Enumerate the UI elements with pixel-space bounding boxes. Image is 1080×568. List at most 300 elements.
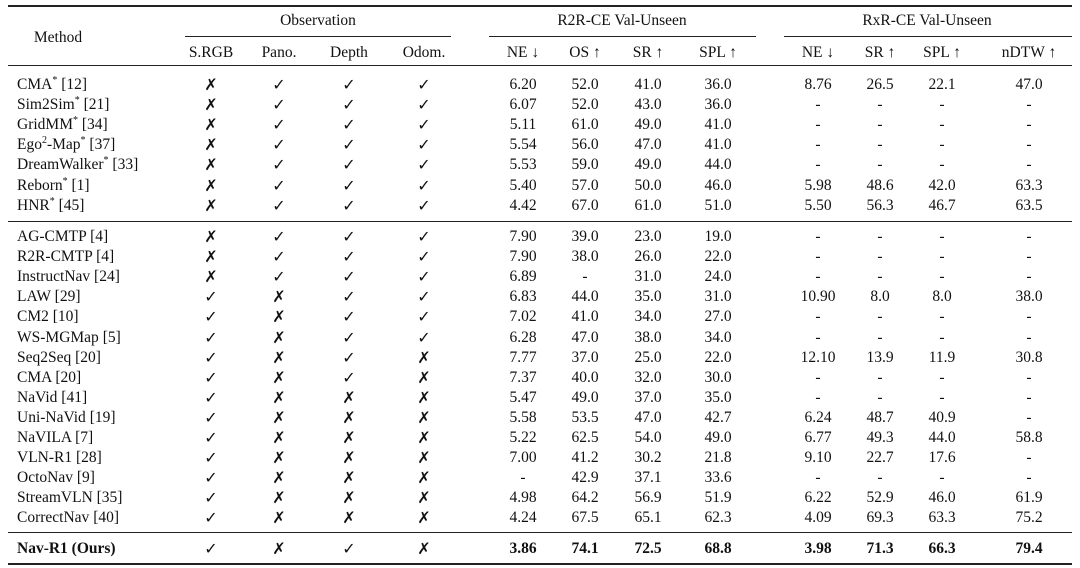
metric-value: - — [815, 308, 821, 326]
check-icon: ✓ — [417, 267, 431, 287]
method-name — [17, 135, 115, 155]
method-label: Ego — [17, 136, 42, 154]
metric-value: 31.0 — [704, 288, 732, 306]
cross-icon: ✗ — [417, 387, 431, 407]
check-icon: ✓ — [417, 115, 431, 135]
metric-value: 6.28 — [509, 328, 537, 346]
metric-value: 43.0 — [634, 96, 662, 114]
metric-value: 7.37 — [509, 368, 537, 386]
method-name — [17, 307, 79, 327]
metric-value: 42.9 — [571, 469, 599, 487]
citation: [7] — [71, 429, 94, 446]
method-name — [17, 428, 93, 448]
citation: [41] — [57, 388, 88, 406]
metric-value: 48.6 — [866, 176, 894, 194]
method-name — [17, 247, 114, 267]
metric-value: - — [815, 136, 821, 154]
method-label-suffix: -Map — [46, 136, 81, 154]
metric-value: 69.3 — [866, 509, 894, 527]
metric-value: - — [815, 116, 821, 134]
metric-value: 52.9 — [866, 489, 894, 507]
bottom-rule — [8, 563, 1072, 565]
metric-value: - — [877, 116, 883, 134]
metric-value: 4.09 — [804, 509, 832, 527]
metric-value: - — [939, 248, 945, 266]
metric-value: 3.98 — [804, 540, 832, 557]
cross-icon: ✗ — [342, 488, 356, 508]
method-name — [17, 287, 80, 307]
cross-icon: ✗ — [342, 468, 356, 488]
citation: [45] — [54, 196, 85, 214]
metric-value: - — [877, 328, 883, 346]
metric-value: 17.6 — [928, 449, 956, 467]
metric-value: 7.02 — [509, 308, 537, 326]
metric-value: - — [815, 96, 821, 114]
cross-icon: ✗ — [204, 267, 218, 287]
metric-value: - — [815, 248, 821, 266]
check-icon: ✓ — [342, 247, 356, 267]
metric-value: - — [939, 96, 945, 114]
column-header: OS ↑ — [569, 44, 601, 61]
metric-value: 67.0 — [571, 196, 599, 214]
metric-value: - — [939, 308, 945, 326]
metric-value: 65.1 — [634, 509, 662, 527]
observation-underline — [185, 36, 451, 37]
metric-value: 39.0 — [571, 228, 599, 245]
cross-icon: ✗ — [272, 508, 286, 528]
method-label: InstructNav — [17, 268, 91, 286]
metric-value: 26.0 — [634, 248, 662, 266]
metric-value: 30.8 — [1015, 348, 1043, 366]
check-icon: ✓ — [272, 135, 286, 155]
metric-value: - — [939, 228, 945, 245]
metric-value: 6.24 — [804, 408, 832, 426]
metric-value: 7.90 — [509, 228, 537, 245]
metric-value: 6.89 — [509, 268, 537, 286]
column-header: Odom. — [402, 44, 446, 61]
metric-value: - — [1026, 156, 1032, 174]
method-label: WS-MGMap — [17, 328, 99, 346]
metric-value: - — [939, 268, 945, 286]
r2r-group-header: R2R-CE Val-Unseen — [557, 12, 687, 29]
check-icon: ✓ — [204, 428, 218, 447]
metric-value: 47.0 — [634, 136, 662, 154]
metric-value: 24.0 — [704, 268, 732, 286]
metric-value: 5.54 — [509, 136, 537, 154]
column-header: S.RGB — [188, 44, 234, 61]
asterisk: * — [103, 155, 109, 167]
metric-value: 35.0 — [634, 288, 662, 306]
metric-value: - — [877, 368, 883, 386]
metric-value: 6.07 — [509, 96, 537, 114]
citation: [1] — [67, 176, 90, 194]
method-header: Method — [33, 29, 83, 46]
metric-value: 25.0 — [634, 348, 662, 366]
metric-value: 38.0 — [571, 248, 599, 266]
metric-value: 31.0 — [634, 268, 662, 286]
cross-icon: ✗ — [342, 407, 356, 427]
metric-value: 41.2 — [571, 449, 599, 467]
method-name — [17, 155, 138, 175]
check-icon: ✓ — [204, 307, 218, 327]
cross-icon: ✗ — [272, 347, 286, 367]
check-icon: ✓ — [417, 75, 431, 94]
cross-icon: ✗ — [417, 407, 431, 427]
metric-value: 49.3 — [866, 429, 894, 446]
metric-value: 41.0 — [634, 76, 662, 93]
method-label: DreamWalker — [17, 156, 104, 174]
cross-icon: ✗ — [342, 387, 356, 407]
metric-value: 49.0 — [704, 429, 732, 446]
metric-value: 44.0 — [928, 429, 956, 446]
metric-value: 33.6 — [704, 469, 732, 487]
method-name — [17, 388, 87, 408]
check-icon: ✓ — [342, 175, 356, 195]
metric-value: - — [877, 388, 883, 406]
check-icon: ✓ — [342, 307, 356, 327]
observation-group-header: Observation — [280, 12, 356, 29]
metric-value: - — [1026, 368, 1032, 386]
metric-value: 41.0 — [704, 136, 732, 154]
metric-value: 6.83 — [509, 288, 537, 306]
metric-value: - — [877, 248, 883, 266]
metric-value: 7.77 — [509, 348, 537, 366]
check-icon: ✓ — [204, 407, 218, 427]
check-icon: ✓ — [417, 327, 431, 347]
check-icon: ✓ — [204, 367, 218, 387]
check-icon: ✓ — [272, 195, 286, 215]
check-icon: ✓ — [204, 468, 218, 488]
method-label: NaVid — [17, 388, 58, 406]
metric-value: - — [877, 156, 883, 174]
check-icon: ✓ — [342, 75, 356, 94]
metric-value: 38.0 — [1015, 288, 1043, 306]
metric-value: - — [1026, 469, 1032, 487]
cross-icon: ✗ — [204, 115, 218, 135]
method-name — [17, 328, 121, 348]
metric-value: 54.0 — [634, 429, 662, 446]
cross-icon: ✗ — [417, 488, 431, 508]
citation: [40] — [89, 509, 120, 527]
check-icon: ✓ — [342, 327, 356, 347]
metric-value: 5.58 — [509, 408, 537, 426]
cross-icon: ✗ — [204, 227, 218, 246]
asterisk: * — [74, 94, 80, 106]
metric-value: 44.0 — [571, 288, 599, 306]
metric-value: 5.53 — [509, 156, 537, 174]
metric-value: 35.0 — [704, 388, 732, 406]
metric-value: 32.0 — [634, 368, 662, 386]
metric-value: 72.5 — [634, 540, 662, 557]
method-name — [17, 227, 108, 247]
check-icon: ✓ — [272, 155, 286, 175]
method-label: Uni-NaVid — [17, 408, 86, 426]
metric-value: 7.00 — [509, 449, 537, 467]
cross-icon: ✗ — [417, 367, 431, 387]
metric-value: - — [1026, 388, 1032, 406]
check-icon: ✓ — [417, 247, 431, 267]
metric-value: 56.3 — [866, 196, 894, 214]
check-icon: ✓ — [417, 155, 431, 175]
method-name — [17, 75, 87, 95]
asterisk: * — [49, 195, 55, 207]
metric-value: 37.0 — [634, 388, 662, 406]
method-name — [17, 539, 116, 559]
method-label: Reborn — [17, 176, 63, 194]
asterisk: * — [62, 175, 68, 187]
check-icon: ✓ — [342, 367, 356, 387]
metric-value: 5.98 — [804, 176, 832, 194]
column-header: NE ↓ — [506, 44, 540, 61]
cross-icon: ✗ — [417, 347, 431, 367]
method-name — [17, 348, 101, 368]
metric-value: 61.9 — [1015, 489, 1043, 507]
cross-icon: ✗ — [204, 247, 218, 267]
method-label: CMA — [17, 76, 53, 93]
group-separator-rule — [8, 532, 1072, 533]
metric-value: 58.8 — [1015, 429, 1043, 446]
metric-value: 40.9 — [928, 408, 956, 426]
check-icon: ✓ — [417, 287, 431, 307]
metric-value: 13.9 — [866, 348, 894, 366]
metric-value: 51.9 — [704, 489, 732, 507]
asterisk: * — [80, 135, 86, 147]
check-icon: ✓ — [272, 95, 286, 115]
cross-icon: ✗ — [204, 135, 218, 155]
cross-icon: ✗ — [204, 75, 218, 94]
metric-value: 7.90 — [509, 248, 537, 266]
metric-value: - — [1026, 408, 1032, 426]
method-label: GridMM — [17, 116, 73, 134]
metric-value: 47.0 — [634, 408, 662, 426]
metric-value: - — [939, 469, 945, 487]
metric-value: 9.10 — [804, 449, 832, 467]
check-icon: ✓ — [272, 175, 286, 195]
citation: [20] — [71, 348, 101, 366]
citation: [33] — [108, 156, 139, 174]
method-label: HNR — [17, 196, 50, 214]
check-icon: ✓ — [417, 227, 431, 246]
check-icon: ✓ — [204, 287, 218, 307]
check-icon: ✓ — [272, 247, 286, 267]
check-icon: ✓ — [417, 195, 431, 215]
citation: [5] — [98, 328, 121, 346]
metric-value: 52.0 — [571, 96, 599, 114]
metric-value: 41.0 — [704, 116, 732, 134]
metric-value: - — [582, 268, 588, 286]
metric-value: 50.0 — [634, 176, 662, 194]
metric-value: 42.0 — [928, 176, 956, 194]
cross-icon: ✗ — [272, 307, 286, 327]
metric-value: 66.3 — [928, 540, 956, 557]
top-rule — [8, 5, 1072, 7]
column-header: SR ↑ — [864, 44, 896, 61]
metric-value: 63.3 — [1015, 176, 1043, 194]
column-header: SPL ↑ — [699, 44, 737, 61]
metric-value: 40.0 — [571, 368, 599, 386]
metric-value: 67.5 — [571, 509, 599, 527]
metric-value: - — [815, 469, 821, 487]
citation: [9] — [72, 469, 95, 487]
cross-icon: ✗ — [417, 468, 431, 488]
metric-value: 21.8 — [704, 449, 732, 467]
metric-value: - — [1026, 248, 1032, 266]
method-name — [17, 176, 90, 196]
metric-value: 22.7 — [866, 449, 894, 467]
metric-value: 46.0 — [704, 176, 732, 194]
metric-value: 62.3 — [704, 509, 732, 527]
cross-icon: ✗ — [204, 195, 218, 215]
metric-value: 6.77 — [804, 429, 832, 446]
metric-value: - — [1026, 449, 1032, 467]
cross-icon: ✗ — [417, 448, 431, 468]
metric-value: - — [877, 469, 883, 487]
metric-value: 8.0 — [932, 288, 952, 306]
check-icon: ✓ — [342, 287, 356, 307]
asterisk: * — [72, 115, 78, 127]
cross-icon: ✗ — [272, 387, 286, 407]
metric-value: 71.3 — [866, 540, 894, 557]
metric-value: 63.3 — [928, 509, 956, 527]
metric-value: 8.0 — [870, 288, 890, 306]
metric-value: 47.0 — [571, 328, 599, 346]
metric-value: 27.0 — [704, 308, 732, 326]
check-icon: ✓ — [342, 227, 356, 246]
asterisk: * — [52, 74, 58, 86]
check-icon: ✓ — [417, 175, 431, 195]
check-icon: ✓ — [342, 95, 356, 115]
check-icon: ✓ — [342, 539, 356, 558]
metric-value: 63.5 — [1015, 196, 1043, 214]
rxr-underline — [784, 36, 1072, 37]
cross-icon: ✗ — [272, 407, 286, 427]
metric-value: - — [815, 156, 821, 174]
check-icon: ✓ — [342, 135, 356, 155]
group-separator-rule — [8, 221, 1072, 222]
method-label: OctoNav — [17, 469, 73, 487]
column-header: Pano. — [261, 44, 297, 61]
metric-value: 49.0 — [571, 388, 599, 406]
citation: [37] — [85, 136, 116, 154]
cross-icon: ✗ — [272, 488, 286, 508]
citation: [12] — [57, 76, 88, 93]
check-icon: ✓ — [204, 508, 218, 528]
check-icon: ✓ — [342, 115, 356, 135]
cross-icon: ✗ — [417, 508, 431, 528]
cross-icon: ✗ — [342, 448, 356, 468]
cross-icon: ✗ — [272, 327, 286, 347]
method-label: CM2 — [17, 308, 49, 326]
metric-value: 10.90 — [800, 288, 836, 306]
metric-value: 22.0 — [704, 248, 732, 266]
metric-value: 4.98 — [509, 489, 537, 507]
cross-icon: ✗ — [342, 428, 356, 447]
metric-value: - — [939, 368, 945, 386]
check-icon: ✓ — [342, 195, 356, 215]
cross-icon: ✗ — [272, 367, 286, 387]
cross-icon: ✗ — [272, 468, 286, 488]
method-label: CorrectNav — [17, 509, 90, 527]
citation: [34] — [77, 116, 108, 134]
metric-value: - — [815, 268, 821, 286]
citation: [4] — [86, 228, 109, 245]
citation: [4] — [92, 248, 115, 266]
cross-icon: ✗ — [272, 539, 286, 558]
metric-value: 5.50 — [804, 196, 832, 214]
method-label: Nav-R1 (Ours) — [17, 540, 116, 557]
metric-value: - — [877, 268, 883, 286]
metric-value: 49.0 — [634, 116, 662, 134]
check-icon: ✓ — [204, 488, 218, 508]
metric-value: 47.0 — [1015, 76, 1043, 93]
metric-value: - — [939, 116, 945, 134]
method-label: Sim2Sim — [17, 96, 75, 114]
metric-value: - — [939, 328, 945, 346]
metric-value: 6.22 — [804, 489, 832, 507]
citation: [10] — [48, 308, 79, 326]
cross-icon: ✗ — [204, 95, 218, 115]
column-header: Depth — [330, 44, 368, 61]
metric-value: 64.2 — [571, 489, 599, 507]
citation: [20] — [51, 368, 82, 386]
check-icon: ✓ — [272, 267, 286, 287]
metric-value: 4.42 — [509, 196, 537, 214]
metric-value: 3.86 — [509, 540, 537, 557]
method-name — [17, 267, 120, 287]
metric-value: 56.9 — [634, 489, 662, 507]
check-icon: ✓ — [342, 155, 356, 175]
metric-value: - — [877, 136, 883, 154]
method-name — [17, 488, 122, 508]
metric-value: - — [815, 388, 821, 406]
metric-value: 12.10 — [800, 348, 836, 366]
metric-value: 11.9 — [928, 348, 956, 366]
cross-icon: ✗ — [417, 428, 431, 447]
metric-value: - — [939, 136, 945, 154]
method-name — [17, 448, 102, 468]
metric-value: 79.4 — [1015, 540, 1043, 557]
check-icon: ✓ — [272, 75, 286, 94]
metric-value: 68.8 — [704, 540, 732, 557]
cross-icon: ✗ — [204, 155, 218, 175]
metric-value: 74.1 — [571, 540, 599, 557]
check-icon: ✓ — [204, 347, 218, 367]
method-name — [17, 368, 81, 388]
method-label: Seq2Seq — [17, 348, 72, 366]
metric-value: 5.22 — [509, 429, 537, 446]
check-icon: ✓ — [272, 227, 286, 246]
column-header: SPL ↑ — [923, 44, 961, 61]
method-label: AG-CMTP — [17, 228, 87, 245]
metric-value: - — [1026, 96, 1032, 114]
check-icon: ✓ — [204, 448, 218, 468]
citation: [19] — [85, 408, 116, 426]
metric-value: 26.5 — [866, 76, 894, 93]
metric-value: 6.20 — [509, 76, 537, 93]
metric-value: - — [877, 228, 883, 245]
r2r-underline — [489, 36, 756, 37]
metric-value: 49.0 — [634, 156, 662, 174]
metric-value: 44.0 — [704, 156, 732, 174]
metric-value: - — [877, 96, 883, 114]
column-header: SR ↑ — [632, 44, 664, 61]
method-name — [17, 95, 109, 115]
metric-value: 19.0 — [704, 228, 732, 245]
method-label: R2R-CMTP — [17, 248, 93, 266]
metric-value: - — [877, 308, 883, 326]
cross-icon: ✗ — [272, 287, 286, 307]
superscript: 2 — [41, 135, 47, 147]
